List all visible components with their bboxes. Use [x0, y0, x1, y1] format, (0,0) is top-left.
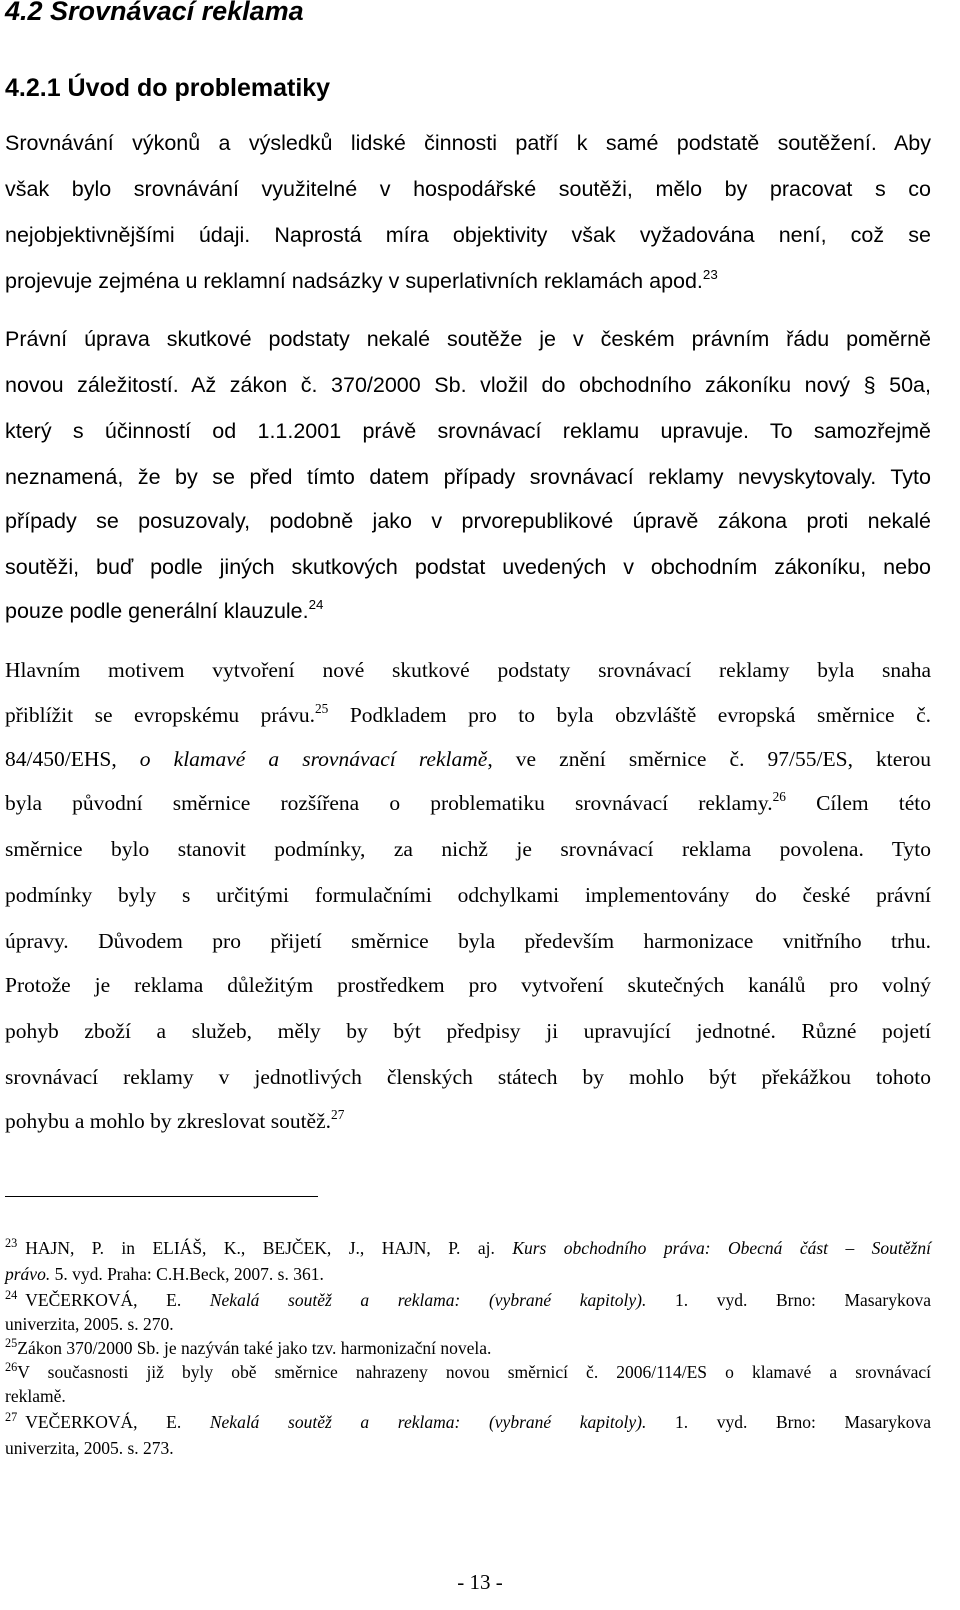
body-line: novou záležitostí. Až zákon č. 370/2000 Sb. vložil do obchodního zákoníku nový § 50a, — [5, 373, 931, 397]
body-line: neznamená, že by se před tímto datem případy srovnávací reklamy nevyskytovaly. Tyto — [5, 465, 931, 489]
body-line: přiblížit se evropskému právu.$^{25}$ Podkladem pro to byla obzvláště evropská směrnice č. — [5, 700, 931, 727]
body-line: Protože je reklama důležitým prostředkem pro vytvoření skutečných kanálů pro volný — [5, 973, 931, 997]
footnote-ref[interactable]: 25 — [314, 700, 329, 716]
body-line: Hlavním motivem vytvoření nové skutkové podstaty srovnávací reklamy byla snaha — [5, 658, 931, 682]
footnote-27: $^{27}$ VEČERKOVÁ, E. Nekalá soutěž a reklama: (vybrané kapitoly). 1. vyd. Brno: Masarykova — [5, 1410, 931, 1432]
page-number: - 13 - — [457, 1570, 503, 1594]
footnote-27-cont: univerzita, 2005. s. 273. — [5, 1438, 174, 1458]
body-line: Právní úprava skutkové podstaty nekalé soutěže je v českém právním řádu poměrně — [5, 327, 931, 351]
body-line: však bylo srovnávání využitelné v hospodářské soutěži, mělo by pracovat s co — [5, 177, 931, 201]
body-line: pohyb zboží a služeb, měly by být předpisy ji upravující jednotné. Různé pojetí — [5, 1019, 931, 1043]
footnote-23: $^{23}$ HAJN, P. in ELIÁŠ, K., BEJČEK, J., HAJN, P. aj. Kurs obchodního práva: Obecná část – Soutěžní — [5, 1236, 931, 1258]
footnote-separator — [5, 1196, 318, 1197]
body-line: projevuje zejména u reklamní nadsázky v superlativních reklamách apod.$^{23}$ — [5, 266, 718, 293]
footnote-24-cont: univerzita, 2005. s. 270. — [5, 1314, 174, 1334]
body-line: případy se posuzovaly, podobně jako v prvorepublikové úpravě zákona proti nekalé — [5, 509, 931, 533]
section-heading: 4.2 Srovnávací reklama — [5, 0, 304, 26]
footnote-ref[interactable]: 26 — [772, 788, 786, 804]
body-line: nejobjektivnějšími údaji. Naprostá míra objektivity však vyžadována není, což se — [5, 223, 931, 247]
body-line: který s účinností od 1.1.2001 právě srovnávací reklamu upravuje. To samozřejmě — [5, 419, 931, 443]
footnote-ref[interactable]: 23 — [702, 266, 718, 282]
directive-title: o klamavé a srovnávací reklamě — [139, 747, 488, 771]
body-line: pohybu a mohlo by zkreslovat soutěž.$^{27}$ — [5, 1106, 345, 1133]
footnote-24: $^{24}$ VEČERKOVÁ, E. Nekalá soutěž a reklama: (vybrané kapitoly). 1. vyd. Brno: Masarykova — [5, 1288, 931, 1310]
footnote-ref[interactable]: 27 — [331, 1106, 345, 1122]
body-line: Srovnávání výkonů a výsledků lidské činnosti patří k samé podstatě soutěžení. Aby — [5, 131, 931, 155]
footnote-26: $^{26}$V současnosti již byly obě směrnice nahrazeny novou směrnicí č. 2006/114/ES o klamavé a srovnávací — [5, 1360, 931, 1382]
body-line: podmínky byly s určitými formulačními odchylkami implementovány do české právní — [5, 883, 931, 907]
body-line: 84/450/EHS, o klamavé a srovnávací reklamě, ve znění směrnice č. 97/55/ES, kterou — [5, 747, 931, 771]
footnote-23-cont: právo. 5. vyd. Praha: C.H.Beck, 2007. s. 361. — [5, 1264, 324, 1284]
body-line: pouze podle generální klauzule.$^{24}$ — [5, 596, 324, 623]
body-line: soutěži, buď podle jiných skutkových podstat uvedených v obchodním zákoníku, nebo — [5, 555, 931, 579]
body-line: byla původní směrnice rozšířena o problematiku srovnávací reklamy.$^{26}$ Cílem této — [5, 788, 931, 815]
body-line: úpravy. Důvodem pro přijetí směrnice byla především harmonizace vnitřního trhu. — [5, 929, 931, 953]
footnote-ref[interactable]: 24 — [308, 596, 324, 612]
body-line: srovnávací reklamy v jednotlivých členských státech by mohlo být překážkou tohoto — [5, 1065, 931, 1089]
body-line: směrnice bylo stanovit podmínky, za nichž je srovnávací reklama povolena. Tyto — [5, 837, 931, 861]
footnote-25: $^{25}$Zákon 370/2000 Sb. je nazýván také jako tzv. harmonizační novela. — [5, 1336, 492, 1358]
footnote-26-cont: reklamě. — [5, 1386, 66, 1406]
subsection-heading: 4.2.1 Úvod do problematiky — [5, 74, 331, 102]
